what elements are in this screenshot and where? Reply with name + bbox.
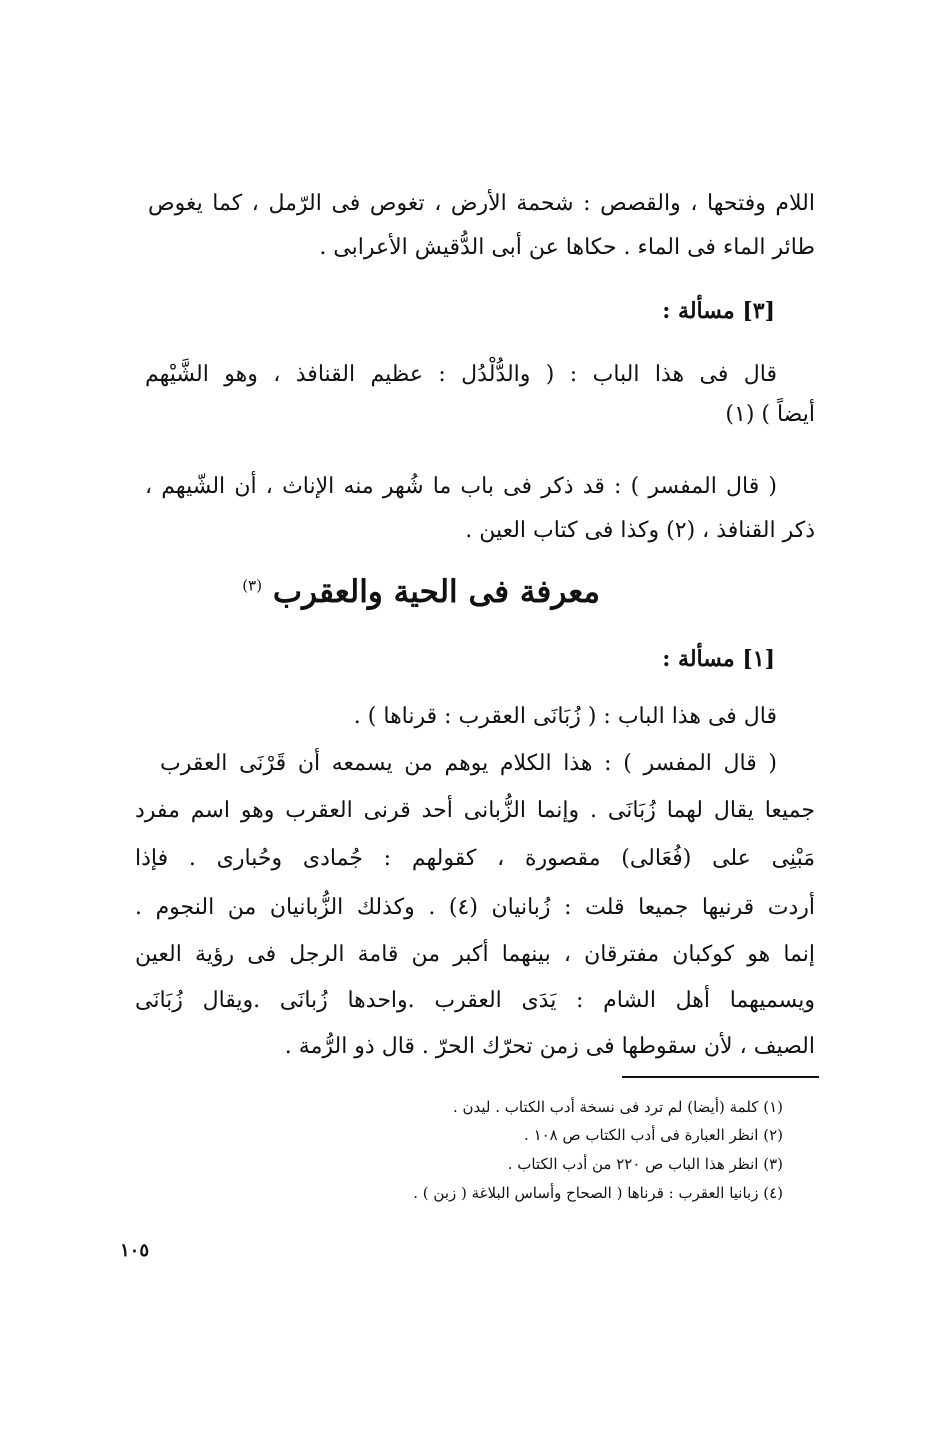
section-heading (242, 574, 600, 610)
paragraph-5-line-1: ( قال المفسر ) : هذا الكلام يوهم من يسمعه أن قَرْنَى العقرب (160, 751, 777, 776)
page-number: ١٠٥ (120, 1240, 150, 1261)
section-heading-text: معرفة فى الحية والعقرب (272, 574, 600, 610)
paragraph-2-line-1: قال فى هذا الباب : ( والدُّلْدُل : عظيم القنافذ ، وهو الشَّيْهم (145, 362, 777, 387)
paragraph-1-line-1: اللام وفتحها ، والقصص : شحمة الأرض ، تغوص فى الرّمل ، كما يغوص (148, 191, 815, 216)
footnote-2: (٢) انظر العبارة فى أدب الكتاب ص ١٠٨ . (524, 1126, 783, 1144)
paragraph-5-line-2: جميعا يقال لهما زُبَانَى . وإنما الزُّبانى أحد قرنى العقرب وهو اسم مفرد (135, 798, 815, 823)
footnote-1: (١) كلمة (أيضا) لم ترد فى نسخة أدب الكتاب . ليدن . (452, 1098, 783, 1116)
paragraph-2-line-2: أيضاً ) (١) (725, 402, 815, 427)
section-heading-note: (٣) (242, 576, 263, 595)
paragraph-5-line-6: ويسميهما أهل الشام : يَدَى العقرب .واحدها زُبانَى .ويقال زُبَانَى (135, 988, 816, 1013)
paragraph-5-line-3: مَبْنِى على (فُعَالى) مقصورة ، كقولهم : جُمادى وحُبارى . فإذا (135, 846, 815, 871)
paragraph-1-line-2: طائر الماء فى الماء . حكاها عن أبى الدُّقيش الأعرابى . (319, 235, 815, 260)
paragraph-3-line-1: ( قال المفسر ) : قد ذكر فى باب ما شُهر منه الإناث ، أن الشّيهم ، (145, 474, 777, 499)
paragraph-3-line-2: ذكر القنافذ ، (٢) وكذا فى كتاب العين . (465, 518, 815, 543)
paragraph-4: قال فى هذا الباب : ( زُبَانَى العقرب : قرناها ) . (353, 704, 777, 729)
paragraph-5-line-5: إنما هو كوكبان مفترقان ، بينهما أكبر من قامة الرجل فى رؤية العين (135, 942, 815, 967)
question-1-heading: [١] مسألة : (662, 646, 775, 672)
paragraph-5-line-4: أردت قرنيها جميعا قلت : زُبانيان (٤) . وكذلك الزُّبانيان من النجوم . (135, 895, 815, 920)
footnote-separator (622, 1076, 819, 1078)
footnote-4: (٤) زبانيا العقرب : قرناها ( الصحاح وأساس البلاغة ( زبن ) . (413, 1184, 783, 1202)
paragraph-5-line-7: الصيف ، لأن سقوطها فى زمن تحرّك الحرّ . قال ذو الرُّمة . (284, 1034, 815, 1059)
footnote-3: (٣) انظر هذا الباب ص ٢٢٠ من أدب الكتاب . (507, 1155, 783, 1173)
question-3-heading: [٣] مسألة : (662, 298, 775, 324)
